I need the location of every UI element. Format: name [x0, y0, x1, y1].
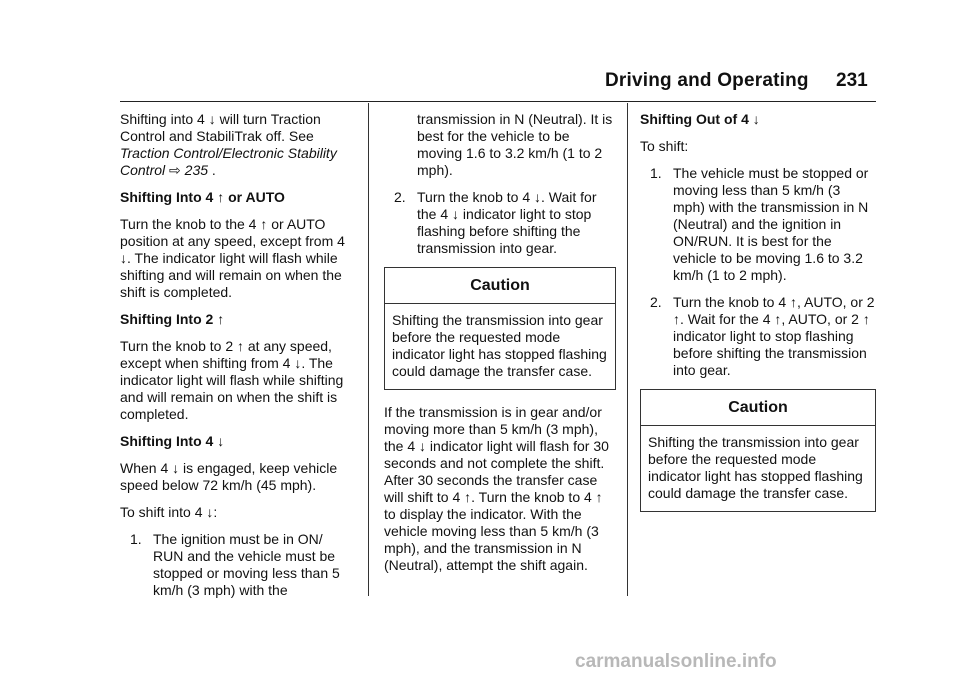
header-divider	[120, 101, 876, 102]
caution-text: Shifting the transmission into gear before the requested mode indicator light has stopped flashing could damage the transfer case.	[392, 312, 607, 379]
intro-paragraph: Shifting into 4 ↓ will turn Traction Control and StabiliTrak off. See Traction Control/Electronic Stability Control ⇨ 235 .	[120, 111, 337, 178]
arrow-up-icon: ↑	[790, 294, 797, 310]
paragraph-to-shift-into-4-low: To shift into 4 ↓:	[120, 504, 218, 520]
arrow-up-icon: ↑	[774, 311, 782, 327]
arrow-up-icon: ↑	[464, 489, 472, 505]
arrow-up-icon: ↑	[217, 311, 225, 327]
paragraph-2-high: Turn the knob to 2 ↑ at any speed, except when shifting from 4 ↓. The indicator light will flash while shifting and will remain on when the shift is completed.	[120, 338, 344, 422]
heading-shifting-into-4-low: Shifting Into 4 ↓	[120, 433, 225, 449]
page-number: 231	[836, 70, 868, 91]
heading-shifting-into-4-high: Shifting Into 4 ↑ or AUTO	[120, 189, 285, 205]
traction-control-link[interactable]: Traction Control/Electronic Stability Control	[120, 145, 337, 178]
paragraph-4-low: When 4 ↓ is engaged, keep vehicle speed below 72 km/h (45 mph).	[120, 460, 338, 493]
xref-page[interactable]: 235	[184, 162, 209, 178]
steps-list-continued	[384, 111, 616, 257]
arrow-down-icon: ↓	[752, 111, 760, 127]
steps-list-4-low	[120, 531, 352, 599]
page-header-title: Driving and Operating	[605, 70, 809, 91]
arrow-down-icon: ↓	[120, 250, 127, 266]
list-item: 2. Turn the knob to 4 ↓. Wait for the 4 ↓ indicator light to stop flashing before shifting the transmission into gear.	[394, 189, 597, 256]
arrow-up-icon: ↑	[673, 311, 680, 327]
list-item: 2. Turn the knob to 4 ↑, AUTO, or 2 ↑. Wait for the 4 ↑, AUTO, or 2 ↑ indicator light to stop flashing before shifting the transmission into gear.	[650, 294, 875, 378]
arrow-down-icon: ↓	[534, 189, 541, 205]
caution-box	[640, 389, 876, 512]
caution-title: Caution	[641, 390, 875, 426]
arrow-up-icon: ↑	[237, 338, 244, 354]
arrow-down-icon: ↓	[172, 460, 180, 476]
arrow-down-icon: ↓	[294, 355, 302, 371]
column-3	[640, 111, 876, 526]
arrow-down-icon: ↓	[419, 438, 427, 454]
xref-arrow-icon: ⇨	[169, 162, 181, 178]
column-divider-2	[627, 103, 628, 596]
caution-title: Caution	[385, 268, 615, 304]
caution-box	[384, 267, 616, 390]
column-1	[120, 111, 352, 609]
list-item: 1. The ignition must be in ON/ RUN and the vehicle must be stopped or moving less than 5 km/h (3 mph) with the	[130, 531, 340, 598]
arrow-down-icon: ↓	[208, 111, 216, 127]
column-divider-1	[368, 103, 369, 596]
paragraph-4-high: Turn the knob to the 4 ↑ or AUTO position at any speed, except from 4 ↓. The indicator light will flash while shifting and will remain on when the shift is completed.	[120, 216, 345, 300]
paragraph-in-gear-warning: If the transmission is in gear and/or moving more than 5 km/h (3 mph), the 4 ↓ indicator light will flash for 30 seconds and not complete the shift. After 30 seconds the transfer case will shift to 4 ↑. Turn the knob to 4 ↑ to display the indicator. With the vehicle moving less than 5 km/h (3 mph), and the transmission in N (Neutral), attempt the shift again.	[384, 404, 609, 573]
heading-shifting-out-of-4-low: Shifting Out of 4 ↓	[640, 111, 760, 127]
arrow-down-icon: ↓	[452, 206, 460, 222]
caution-text: Shifting the transmission into gear before the requested mode indicator light has stopped flashing could damage the transfer case.	[648, 434, 863, 501]
arrow-down-icon: ↓	[217, 433, 225, 449]
arrow-down-icon: ↓	[206, 504, 214, 520]
list-item: 1. The vehicle must be stopped or moving less than 5 km/h (3 mph) with the transmission in N (Neutral) and the ignition in ON/RUN. It is best for the vehicle to be moving 1.6 to 3.2 km/h (1 to 2 mph).	[650, 165, 869, 283]
steps-list-out-of-4-low	[640, 165, 876, 379]
arrow-up-icon: ↑	[260, 216, 268, 232]
arrow-up-icon: ↑	[217, 189, 225, 205]
watermark: carmanualsonline.info	[575, 651, 777, 672]
column-2	[384, 111, 616, 584]
arrow-up-icon: ↑	[595, 489, 603, 505]
to-shift-label: To shift:	[640, 138, 689, 154]
list-item: transmission in N (Neutral). It is best for the vehicle to be moving 1.6 to 3.2 km/h (1 to 2 mph).	[417, 111, 613, 178]
heading-shifting-into-2-high: Shifting Into 2 ↑	[120, 311, 225, 327]
arrow-up-icon: ↑	[862, 311, 870, 327]
